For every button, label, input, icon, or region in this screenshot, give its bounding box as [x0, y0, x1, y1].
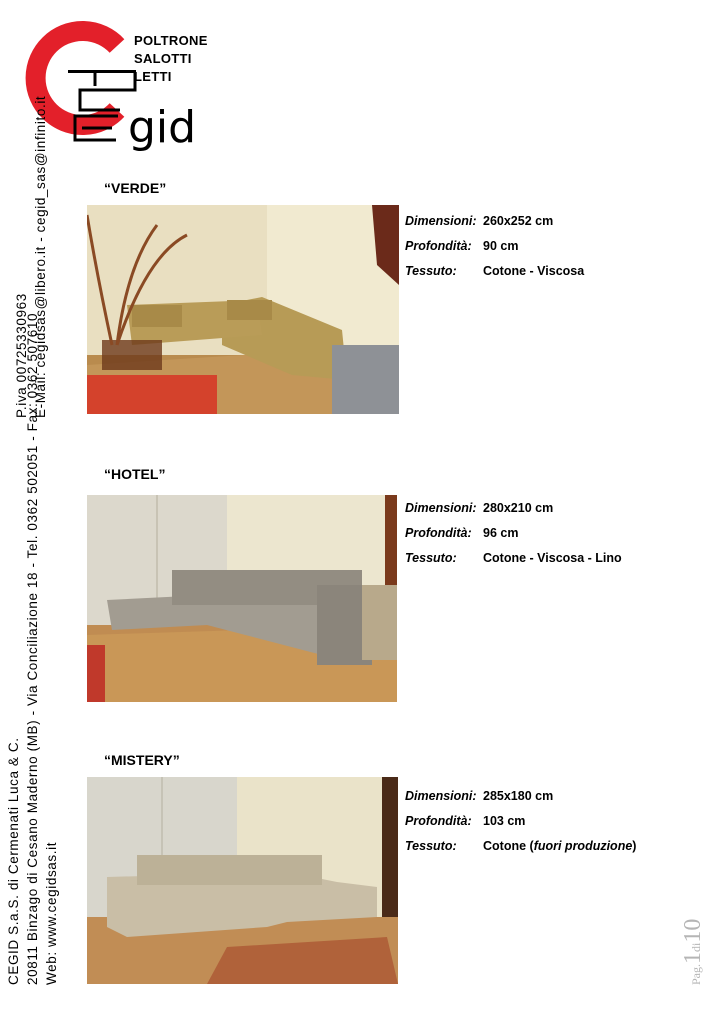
- spec-fabric: [483, 839, 636, 864]
- spec-label: Dimensioni:: [405, 214, 477, 228]
- spec-fabric-text: Cotone (: [483, 839, 534, 853]
- spec-depth: 103 cm: [483, 814, 526, 828]
- page-sep: di: [689, 942, 703, 952]
- spec-fabric: Cotone - Viscosa: [483, 264, 585, 278]
- spec-label: Tessuto:: [405, 839, 457, 853]
- page-number: [680, 919, 707, 985]
- tagline-line: POLTRONE: [134, 33, 208, 48]
- spec-label: Tessuto:: [405, 264, 457, 278]
- tagline-line: SALOTTI: [134, 51, 192, 66]
- product-title: “HOTEL”: [104, 466, 166, 482]
- spec-depth: 96 cm: [483, 526, 519, 540]
- page-total: 10: [680, 918, 706, 943]
- company-name: CEGID S.a.S. di Cermenati Luca & C.: [6, 737, 21, 985]
- product-photo: [87, 495, 397, 702]
- product-photo: [87, 777, 398, 984]
- spec-label: Profondità:: [405, 239, 472, 253]
- spec-label: Dimensioni:: [405, 789, 477, 803]
- tagline: [134, 32, 208, 86]
- company-address: 20811 Binzago di Cesano Maderno (MB) - Via Conciliazione 18 - Tel. 0362 502051 - Fax: 0362 507610: [25, 312, 40, 985]
- spec-dimensions: 280x210 cm: [483, 501, 554, 515]
- product-photo: [87, 205, 399, 414]
- spec-fabric-text: ): [632, 839, 637, 853]
- spec-depth: 90 cm: [483, 239, 519, 253]
- company-vat: P.iva 00725330963: [14, 293, 29, 418]
- page-current: 1: [680, 952, 706, 964]
- spec-dimensions: 260x252 cm: [483, 214, 554, 228]
- tagline-line: LETTI: [134, 69, 172, 84]
- product-title: “MISTERY”: [104, 752, 180, 768]
- spec-fabric-note: fuori produzione: [533, 839, 633, 853]
- product-title: “VERDE”: [104, 180, 167, 196]
- spec-label: Tessuto:: [405, 551, 457, 565]
- product-specs: [405, 501, 622, 576]
- product-specs: [405, 214, 584, 289]
- company-info-right: [12, 96, 50, 418]
- spec-dimensions: 285x180 cm: [483, 789, 554, 803]
- page-prefix: Pag.: [689, 964, 703, 985]
- company-web[interactable]: Web: www.cegidsas.it: [44, 841, 59, 985]
- product-specs: [405, 789, 636, 864]
- spec-label: Dimensioni:: [405, 501, 477, 515]
- spec-label: Profondità:: [405, 526, 472, 540]
- logo-wordmark: gid: [128, 102, 197, 153]
- company-email[interactable]: E-Mail: cegidsas@libero.it - cegid_sas@infinito.it: [33, 95, 48, 418]
- spec-label: Profondità:: [405, 814, 472, 828]
- spec-fabric: Cotone - Viscosa - Lino: [483, 551, 622, 565]
